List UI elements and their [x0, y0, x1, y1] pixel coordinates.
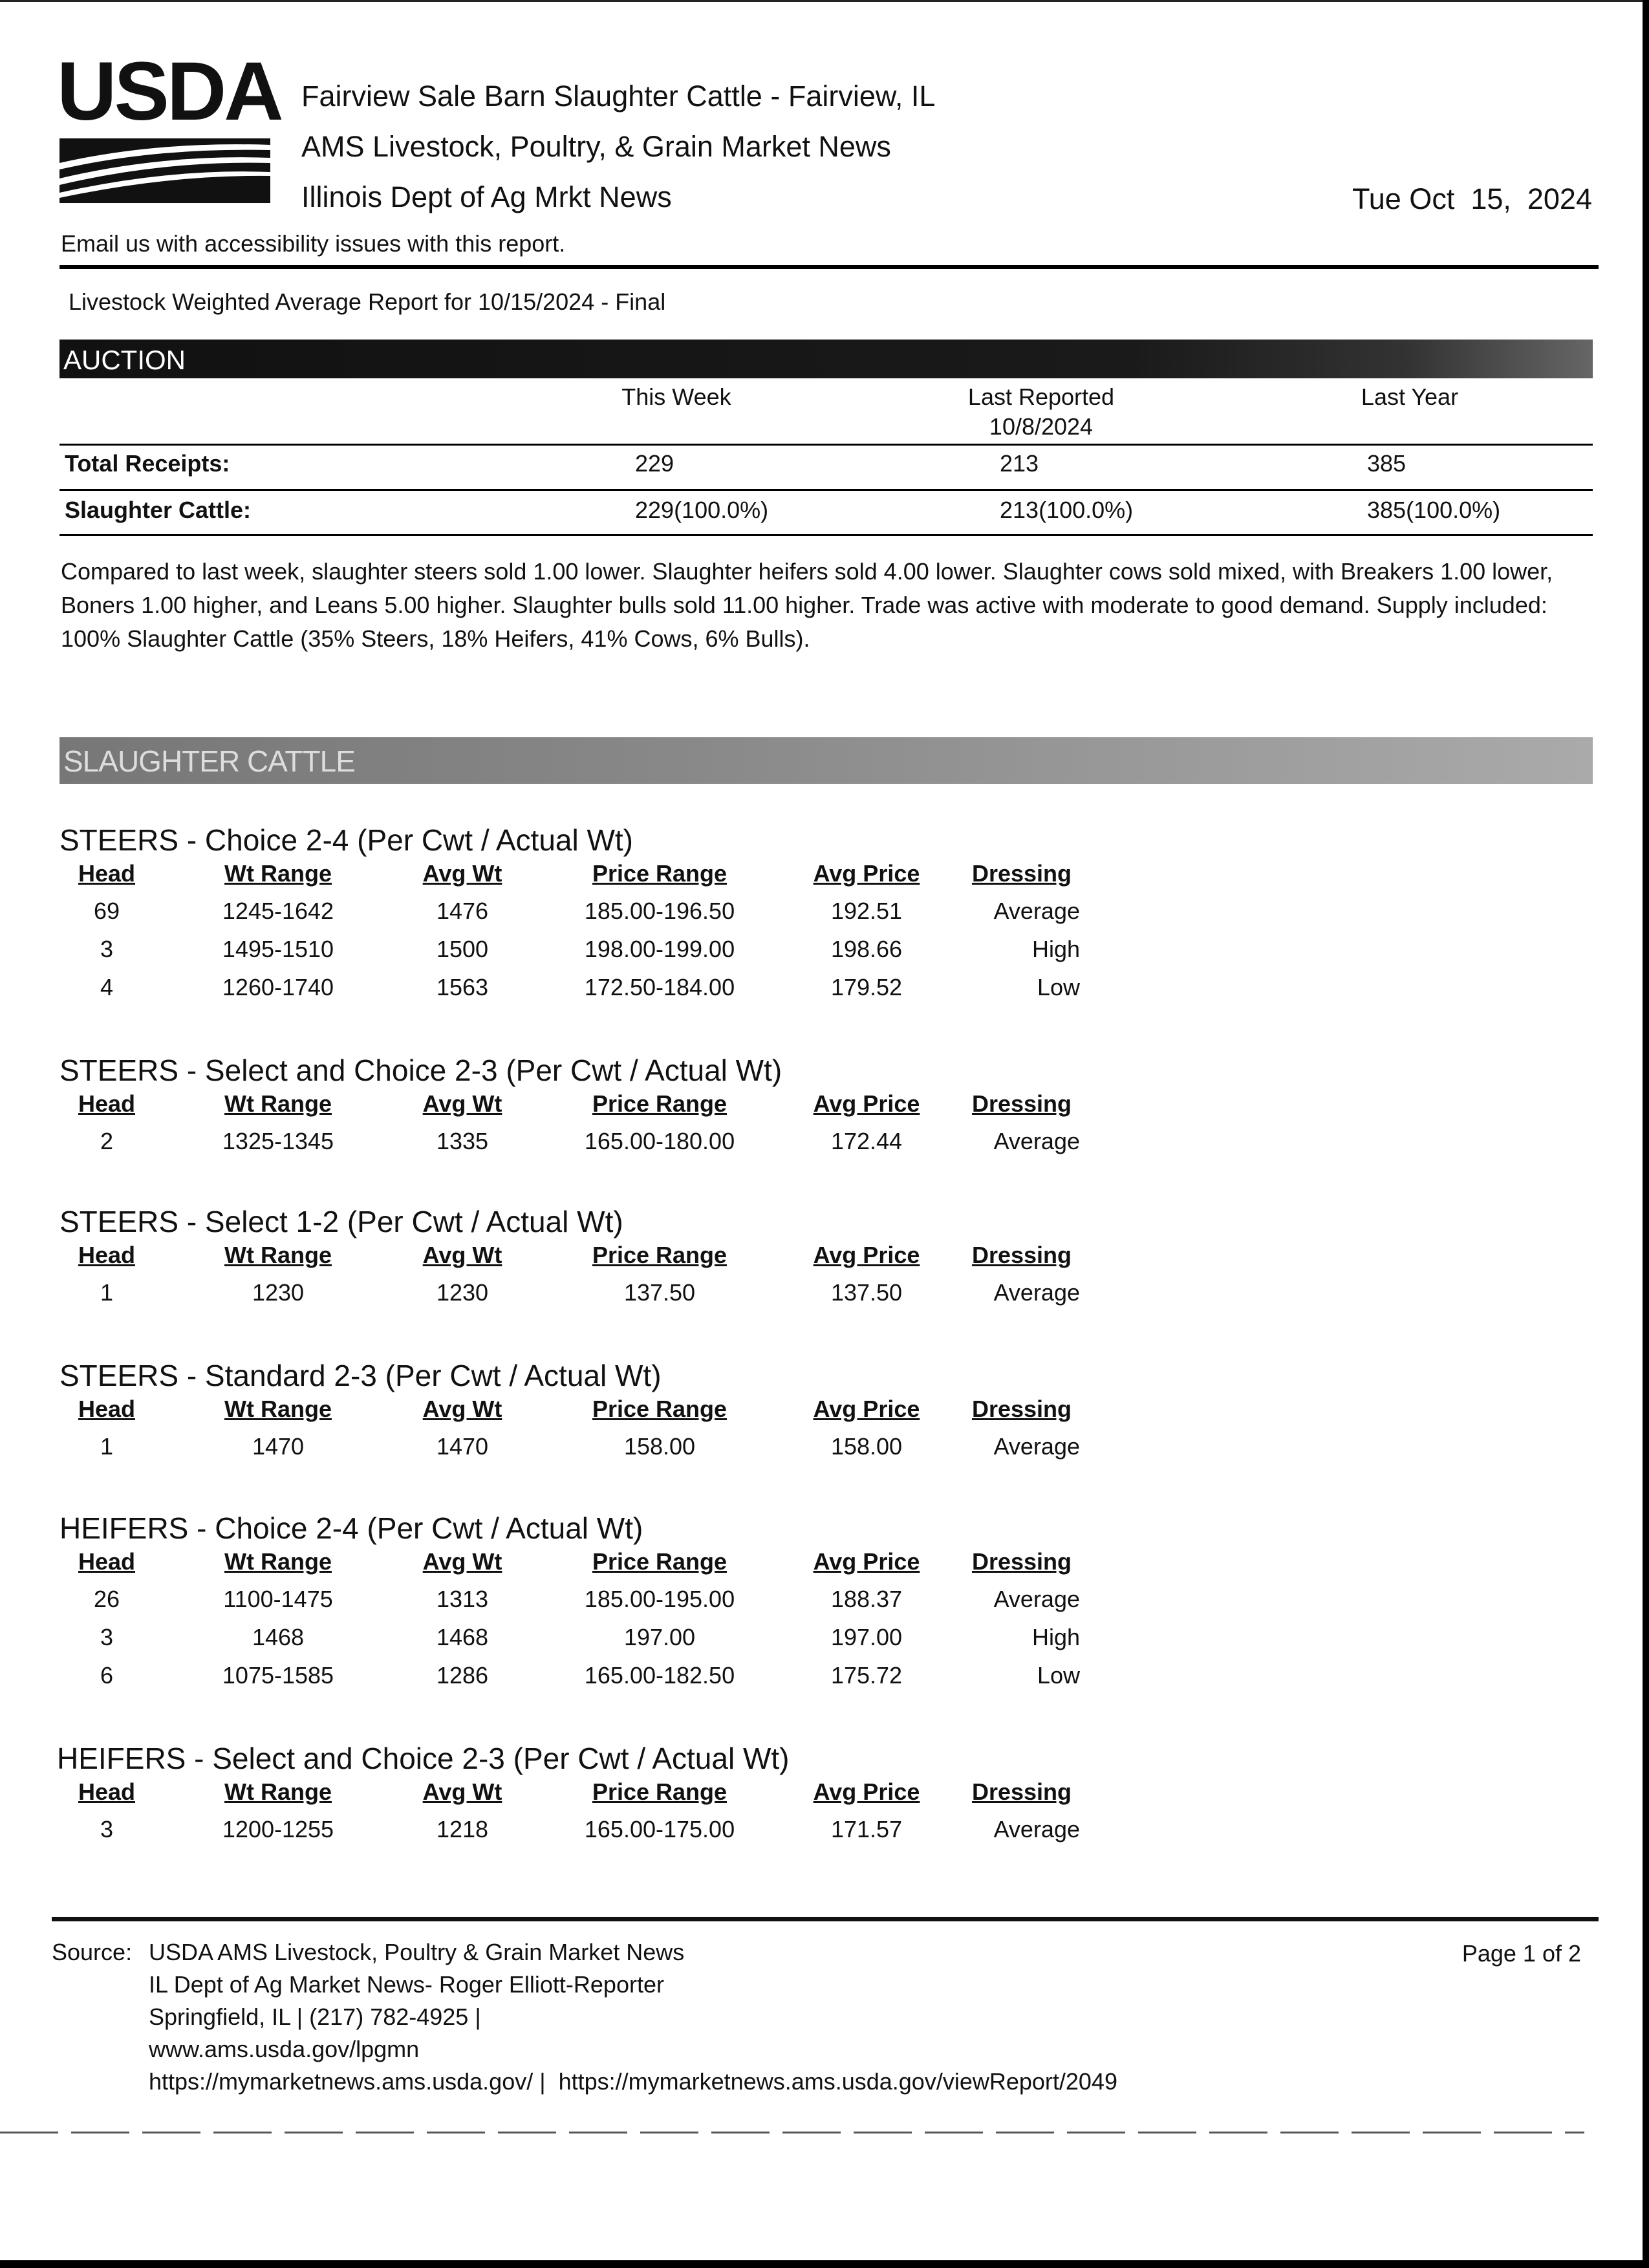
cell-avg-price: 192.51	[830, 898, 903, 924]
cell-avg-price: 198.66	[830, 936, 903, 962]
cell-wt-range: 1230	[252, 1279, 305, 1306]
column-header-wt-range: Wt Range	[224, 1242, 332, 1268]
cell-head: 3	[100, 1816, 114, 1842]
cell-avg-wt: 1476	[436, 898, 489, 924]
slaughter-cattle-this-week: 229(100.0%)	[635, 497, 769, 523]
col-last-year: Last Year	[1361, 383, 1459, 410]
summary-rule-1	[59, 444, 1593, 446]
column-header-avg-wt: Avg Wt	[422, 1242, 502, 1268]
cell-dressing: Average	[993, 1279, 1080, 1306]
cell-avg-wt: 1468	[436, 1624, 489, 1650]
cell-avg-wt: 1470	[436, 1433, 489, 1460]
cell-price-range: 165.00-175.00	[584, 1816, 735, 1842]
header-rule	[59, 265, 1599, 269]
cell-head: 3	[100, 936, 114, 962]
header-line-3: Illinois Dept of Ag Mrkt News	[301, 180, 672, 213]
cell-dressing: Low	[1037, 974, 1080, 1000]
cell-head: 2	[100, 1128, 114, 1154]
cell-wt-range: 1468	[252, 1624, 305, 1650]
cell-price-range: 197.00	[623, 1624, 696, 1650]
column-header-dressing: Dressing	[971, 860, 1072, 887]
cell-price-range: 185.00-195.00	[584, 1586, 735, 1612]
cell-head: 4	[100, 974, 114, 1000]
column-header-avg-price: Avg Price	[813, 1778, 920, 1805]
cell-dressing: High	[1031, 936, 1080, 962]
logo-text: USDA	[57, 45, 281, 138]
column-header-avg-wt: Avg Wt	[422, 860, 502, 887]
section-title: STEERS - Select and Choice 2-3 (Per Cwt / Actual Wt)	[59, 1053, 782, 1087]
cell-price-range: 137.50	[623, 1279, 696, 1306]
scan-edge-top	[0, 0, 1649, 2]
cell-head: 1	[100, 1279, 114, 1306]
footer-source-label: Source:	[52, 1939, 133, 1965]
footer-line-1: USDA AMS Livestock, Poultry & Grain Market News	[149, 1939, 685, 1965]
footer-line-3: Springfield, IL | (217) 782-4925 |	[149, 2003, 481, 2030]
slaughter-cattle-last-reported: 213(100.0%)	[1000, 497, 1134, 523]
cell-dressing: Average	[993, 1433, 1080, 1460]
column-header-avg-price: Avg Price	[813, 1396, 920, 1422]
cell-avg-price: 158.00	[830, 1433, 903, 1460]
cell-dressing: Low	[1037, 1662, 1080, 1689]
column-header-avg-wt: Avg Wt	[422, 1778, 502, 1805]
cell-avg-price: 179.52	[830, 974, 903, 1000]
column-header-price-range: Price Range	[592, 1090, 727, 1117]
cell-head: 3	[100, 1624, 114, 1650]
total-receipts-label: Total Receipts:	[65, 450, 230, 477]
column-header-wt-range: Wt Range	[224, 1396, 332, 1422]
cell-avg-wt: 1218	[436, 1816, 489, 1842]
cell-avg-wt: 1335	[436, 1128, 489, 1154]
column-header-avg-wt: Avg Wt	[422, 1396, 502, 1422]
cell-wt-range: 1495-1510	[222, 936, 334, 962]
col-last-reported: Last Reported	[967, 383, 1115, 410]
auction-band	[59, 340, 1593, 378]
column-header-avg-price: Avg Price	[813, 1090, 920, 1117]
auction-band-label: AUCTION	[63, 345, 186, 375]
cell-avg-price: 171.57	[830, 1816, 903, 1842]
cell-avg-wt: 1500	[436, 936, 489, 962]
cell-price-range: 198.00-199.00	[584, 936, 735, 962]
cell-head: 26	[93, 1586, 120, 1612]
column-header-price-range: Price Range	[592, 1778, 727, 1805]
cell-dressing: Average	[993, 1128, 1080, 1154]
column-header-dressing: Dressing	[971, 1242, 1072, 1268]
column-header-price-range: Price Range	[592, 1242, 727, 1268]
column-header-wt-range: Wt Range	[224, 860, 332, 887]
column-header-head: Head	[78, 1778, 136, 1805]
column-header-wt-range: Wt Range	[224, 1548, 332, 1575]
cell-avg-price: 172.44	[830, 1128, 903, 1154]
cell-price-range: 158.00	[623, 1433, 696, 1460]
header-line-2: AMS Livestock, Poultry, & Grain Market News	[301, 130, 891, 163]
col-this-week: This Week	[621, 383, 731, 410]
email-note: Email us with accessibility issues with this report.	[61, 230, 566, 257]
column-header-dressing: Dressing	[971, 1090, 1072, 1117]
usda-logo	[57, 45, 281, 205]
cell-wt-range: 1200-1255	[222, 1816, 334, 1842]
footer-line-2: IL Dept of Ag Market News- Roger Elliott-Reporter	[149, 1971, 664, 1998]
cell-dressing: High	[1031, 1624, 1080, 1650]
column-header-head: Head	[78, 1396, 136, 1422]
slaughter-band-label: SLAUGHTER CATTLE	[63, 744, 355, 778]
report-date: Tue Oct 15, 2024	[1352, 182, 1592, 215]
total-receipts-last-reported: 213	[1000, 450, 1039, 477]
column-header-price-range: Price Range	[592, 1396, 727, 1422]
column-header-avg-price: Avg Price	[813, 1548, 920, 1575]
cell-dressing: Average	[993, 1816, 1080, 1842]
scan-edge-right	[1643, 0, 1649, 2268]
footer-rule	[52, 1917, 1599, 1921]
report-title: Livestock Weighted Average Report for 10/15/2024 - Final	[69, 288, 666, 315]
column-header-price-range: Price Range	[592, 860, 727, 887]
footer-line-4[interactable]: www.ams.usda.gov/lpgmn	[149, 2036, 420, 2062]
column-header-avg-price: Avg Price	[813, 1242, 920, 1268]
column-header-avg-price: Avg Price	[813, 860, 920, 887]
column-header-avg-wt: Avg Wt	[422, 1548, 502, 1575]
cell-head: 1	[100, 1433, 114, 1460]
cell-wt-range: 1100-1475	[223, 1586, 333, 1612]
header-line-1: Fairview Sale Barn Slaughter Cattle - Fairview, IL	[301, 80, 936, 113]
cell-avg-price: 197.00	[830, 1624, 903, 1650]
cell-avg-wt: 1286	[436, 1662, 489, 1689]
market-narrative: Compared to last week, slaughter steers sold 1.00 lower. Slaughter heifers sold 4.00 lower. Slaughter cows sold mixed, with Breakers 1.00 lower, Boners 1.00 higher, and Leans 5.00 higher. Slaughter bulls sold 11.00 higher. Trade was active with moderate to good demand. Supply included: 100% Slaughter Cattle (35% Steers, 18% Heifers, 41% Cows, 6% Bulls).	[61, 558, 1553, 653]
column-header-wt-range: Wt Range	[224, 1778, 332, 1805]
cell-avg-wt: 1313	[436, 1586, 489, 1612]
section-title: STEERS - Choice 2-4 (Per Cwt / Actual Wt)	[59, 823, 634, 857]
slaughter-cattle-band	[59, 737, 1593, 784]
total-receipts-this-week: 229	[635, 450, 674, 477]
cell-price-range: 165.00-180.00	[584, 1128, 735, 1154]
cell-wt-range: 1325-1345	[222, 1128, 334, 1154]
column-header-price-range: Price Range	[592, 1548, 727, 1575]
column-header-avg-wt: Avg Wt	[422, 1090, 502, 1117]
cell-avg-price: 188.37	[830, 1586, 903, 1612]
cell-avg-price: 175.72	[830, 1662, 903, 1689]
cell-wt-range: 1470	[252, 1433, 305, 1460]
column-header-dressing: Dressing	[971, 1548, 1072, 1575]
slaughter-cattle-last-year: 385(100.0%)	[1367, 497, 1501, 523]
cell-wt-range: 1075-1585	[222, 1662, 334, 1689]
summary-rule-2	[59, 489, 1593, 491]
cell-avg-wt: 1563	[436, 974, 489, 1000]
footer-line-5[interactable]: https://mymarketnews.ams.usda.gov/ | https://mymarketnews.ams.usda.gov/viewReport/2049	[149, 2068, 1117, 2095]
cell-price-range: 185.00-196.50	[584, 898, 735, 924]
cell-dressing: Average	[993, 1586, 1080, 1612]
column-header-head: Head	[78, 1548, 136, 1575]
logo-field-icon	[59, 138, 270, 203]
scan-dash-line	[0, 2132, 1584, 2133]
cell-dressing: Average	[993, 898, 1080, 924]
cell-wt-range: 1245-1642	[222, 898, 334, 924]
column-header-dressing: Dressing	[971, 1778, 1072, 1805]
summary-rule-3	[59, 534, 1593, 536]
column-header-wt-range: Wt Range	[224, 1090, 332, 1117]
cell-head: 6	[100, 1662, 114, 1689]
column-header-head: Head	[78, 860, 136, 887]
slaughter-cattle-label: Slaughter Cattle:	[65, 497, 252, 523]
col-last-reported-date: 10/8/2024	[989, 413, 1094, 440]
cell-head: 69	[93, 898, 120, 924]
section-title: STEERS - Standard 2-3 (Per Cwt / Actual Wt)	[59, 1359, 662, 1392]
cell-price-range: 165.00-182.50	[584, 1662, 735, 1689]
cell-avg-price: 137.50	[830, 1279, 903, 1306]
cell-price-range: 172.50-184.00	[584, 974, 735, 1000]
column-header-head: Head	[78, 1242, 136, 1268]
cell-avg-wt: 1230	[436, 1279, 489, 1306]
section-title: HEIFERS - Choice 2-4 (Per Cwt / Actual Wt)	[59, 1511, 643, 1545]
column-header-head: Head	[78, 1090, 136, 1117]
column-header-dressing: Dressing	[971, 1396, 1072, 1422]
total-receipts-last-year: 385	[1367, 450, 1406, 477]
section-title: HEIFERS - Select and Choice 2-3 (Per Cwt / Actual Wt)	[57, 1742, 790, 1775]
page-number: Page 1 of 2	[1461, 1940, 1581, 1967]
section-title: STEERS - Select 1-2 (Per Cwt / Actual Wt)	[59, 1205, 623, 1238]
cell-wt-range: 1260-1740	[222, 974, 334, 1000]
scan-edge-bottom	[0, 2260, 1649, 2268]
